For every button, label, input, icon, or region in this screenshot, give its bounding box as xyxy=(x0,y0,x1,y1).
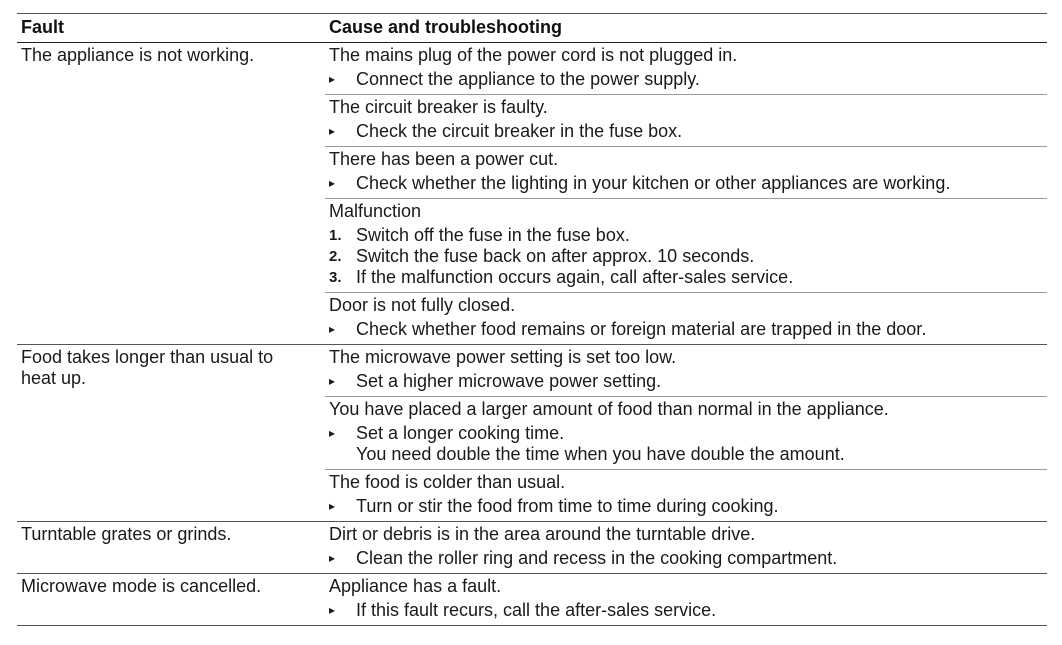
causes-cell xyxy=(325,345,1047,521)
remedy-text: Check the circuit breaker in the fuse box. xyxy=(356,121,683,141)
step-number: 2. xyxy=(329,248,342,265)
fault-cell: Microwave mode is cancelled. xyxy=(21,576,262,596)
remedy-step xyxy=(329,173,1047,194)
bullet-arrow-icon: ▸ xyxy=(329,426,336,440)
cause-text: The microwave power setting is set too low. xyxy=(329,347,677,367)
remedy-step xyxy=(329,319,1047,340)
bullet-arrow-icon: ▸ xyxy=(329,176,336,190)
table-header xyxy=(17,13,1047,43)
cause-text: The food is colder than usual. xyxy=(329,472,566,492)
remedy-text: Switch the fuse back on after approx. 10 seconds. xyxy=(356,246,755,266)
cause-block xyxy=(325,147,1047,199)
causes-cell xyxy=(325,574,1047,625)
remedy-step xyxy=(329,246,1047,267)
remedy-text: Set a higher microwave power setting. xyxy=(356,371,662,391)
cause-block xyxy=(325,397,1047,470)
step-number: 1. xyxy=(329,227,342,244)
remedy-text: If the malfunction occurs again, call after-sales service. xyxy=(356,267,794,287)
bullet-arrow-icon: ▸ xyxy=(329,603,336,617)
remedy-text: Connect the appliance to the power supply. xyxy=(356,69,700,89)
remedy-text: If this fault recurs, call the after-sales service. xyxy=(356,600,717,620)
bullet-arrow-icon: ▸ xyxy=(329,124,336,138)
table-body xyxy=(17,43,1047,626)
causes-cell xyxy=(325,43,1047,344)
bullet-arrow-icon: ▸ xyxy=(329,499,336,513)
cause-block xyxy=(325,95,1047,147)
bullet-arrow-icon: ▸ xyxy=(329,551,336,565)
cause-block xyxy=(325,199,1047,293)
bullet-arrow-icon: ▸ xyxy=(329,322,336,336)
cause-column-header: Cause and troubleshooting xyxy=(329,17,563,37)
remedy-text: Clean the roller ring and recess in the cooking compartment. xyxy=(356,548,838,568)
table-row xyxy=(17,574,1047,626)
cause-block xyxy=(325,43,1047,95)
fault-column-header: Fault xyxy=(21,17,64,37)
fault-cell: The appliance is not working. xyxy=(21,45,255,65)
causes-cell xyxy=(325,522,1047,573)
cause-text: Appliance has a fault. xyxy=(329,576,502,596)
cause-text: Dirt or debris is in the area around the turntable drive. xyxy=(329,524,756,544)
remedy-step xyxy=(329,548,1047,569)
cause-text: Door is not fully closed. xyxy=(329,295,516,315)
table-row xyxy=(17,522,1047,574)
remedy-text: Check whether the lighting in your kitchen or other appliances are working. xyxy=(356,173,951,193)
remedy-step xyxy=(329,267,1047,288)
cause-text: The circuit breaker is faulty. xyxy=(329,97,548,117)
cause-block xyxy=(325,574,1047,625)
step-number: 3. xyxy=(329,269,342,286)
remedy-step xyxy=(329,69,1047,90)
cause-block xyxy=(325,293,1047,344)
fault-cell: Food takes longer than usual to heat up. xyxy=(21,347,274,388)
cause-text: You have placed a larger amount of food than normal in the appliance. xyxy=(329,399,889,419)
remedy-step xyxy=(329,225,1047,246)
remedy-step xyxy=(329,600,1047,621)
remedy-text: Switch off the fuse in the fuse box. xyxy=(356,225,630,245)
cause-block xyxy=(325,522,1047,573)
remedy-step xyxy=(329,496,1047,517)
bullet-arrow-icon: ▸ xyxy=(329,374,336,388)
cause-block xyxy=(325,470,1047,521)
remedy-text: Check whether food remains or foreign material are trapped in the door. xyxy=(356,319,927,339)
cause-text: Malfunction xyxy=(329,201,422,221)
troubleshooting-table xyxy=(17,13,1047,626)
remedy-text: You need double the time when you have double the amount. xyxy=(356,444,845,464)
remedy-text: Turn or stir the food from time to time during cooking. xyxy=(356,496,779,516)
fault-cell: Turntable grates or grinds. xyxy=(21,524,232,544)
remedy-step xyxy=(329,423,1047,465)
table-row xyxy=(17,43,1047,345)
bullet-arrow-icon: ▸ xyxy=(329,72,336,86)
cause-text: The mains plug of the power cord is not plugged in. xyxy=(329,45,738,65)
table-row xyxy=(17,345,1047,522)
remedy-text: Set a longer cooking time. xyxy=(356,423,565,443)
cause-block xyxy=(325,345,1047,397)
cause-text: There has been a power cut. xyxy=(329,149,559,169)
remedy-step xyxy=(329,121,1047,142)
remedy-step xyxy=(329,371,1047,392)
